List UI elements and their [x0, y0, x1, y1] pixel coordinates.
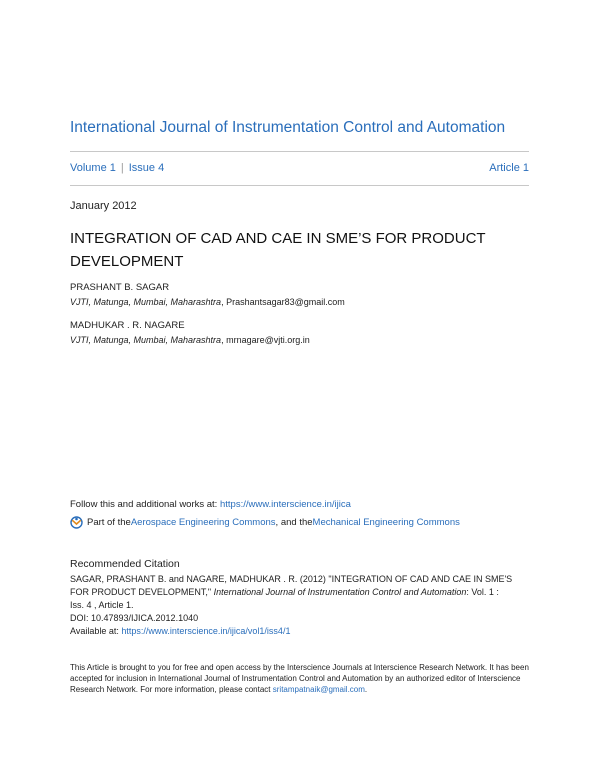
- citation-text: FOR PRODUCT DEVELOPMENT,": [70, 587, 214, 597]
- citation-doi: DOI: 10.47893/IJICA.2012.1040: [70, 613, 199, 623]
- issue-nav: [70, 162, 529, 174]
- citation-block: [70, 573, 530, 638]
- volume-link[interactable]: Volume 1: [70, 162, 116, 174]
- part-of-prefix: Part of the: [87, 517, 131, 528]
- follow-link[interactable]: https://www.interscience.in/ijica: [219, 499, 351, 510]
- author-block: [70, 282, 345, 307]
- author-name: PRASHANT B. SAGAR: [70, 282, 170, 293]
- available-link[interactable]: https://www.interscience.in/ijica/vol1/iss4/1: [121, 626, 291, 636]
- article-title: INTEGRATION OF CAD AND CAE IN SME’S FOR PRODUCT DEVELOPMENT: [70, 230, 486, 270]
- affiliation-text: VJTI, Matunga, Mumbai, Maharashtra: [70, 335, 222, 345]
- citation-available: [70, 625, 530, 638]
- citation-line: SAGAR, PRASHANT B. and NAGARE, MADHUKAR . R. (2012) "INTEGRATION OF CAD AND CAE IN SME'S: [70, 574, 513, 584]
- author-affiliation: VJTI, Matunga, Mumbai, Maharashtra, mrnagare@vjti.org.in: [70, 335, 310, 345]
- issue-link[interactable]: Issue 4: [128, 162, 165, 174]
- citation-line: Iss. 4 , Article 1.: [70, 600, 134, 610]
- footer-text: This Article is brought to you for free and open access by the Interscience Journals at Interscience Research Network. It has been accepted for inclusion in International Journal of Instrumentation Control and Automation by an authorized editor of Interscience Research Network. For more information, please contact: [70, 663, 529, 694]
- separator: |: [120, 162, 124, 174]
- citation-text: : Vol. 1 :: [466, 587, 499, 597]
- divider: [70, 151, 529, 152]
- article-link[interactable]: Article 1: [489, 162, 529, 174]
- footer-end: .: [364, 685, 368, 694]
- footer-note: [70, 662, 530, 695]
- follow-text: Follow this and additional works at:: [70, 499, 220, 510]
- publication-date: January 2012: [70, 200, 137, 212]
- author-affiliation: VJTI, Matunga, Mumbai, Maharashtra, Prashantsagar83@gmail.com: [70, 297, 345, 307]
- citation-line: [70, 586, 530, 599]
- affiliation-text: VJTI, Matunga, Mumbai, Maharashtra: [70, 297, 222, 307]
- follow-line: [70, 499, 351, 510]
- aerospace-commons-link[interactable]: Aerospace Engineering Commons: [130, 517, 276, 528]
- part-of-middle: , and the: [275, 517, 313, 528]
- author-name: MADHUKAR . R. NAGARE: [70, 320, 185, 331]
- mechanical-commons-link[interactable]: Mechanical Engineering Commons: [312, 517, 460, 528]
- author-block: [70, 320, 310, 345]
- author-email: Prashantsagar83@gmail.com: [226, 297, 345, 307]
- available-prefix: Available at:: [70, 626, 122, 636]
- citation-heading: Recommended Citation: [70, 558, 180, 570]
- divider: [70, 185, 529, 186]
- contact-email-link[interactable]: sritampatnaik@gmail.com: [272, 685, 365, 694]
- citation-journal: International Journal of Instrumentation Control and Automation: [213, 587, 467, 597]
- journal-title: International Journal of Instrumentation Control and Automation: [70, 119, 506, 136]
- part-of-line: [70, 516, 460, 529]
- commons-network-icon: [70, 516, 83, 529]
- author-email: mrnagare@vjti.org.in: [226, 335, 310, 345]
